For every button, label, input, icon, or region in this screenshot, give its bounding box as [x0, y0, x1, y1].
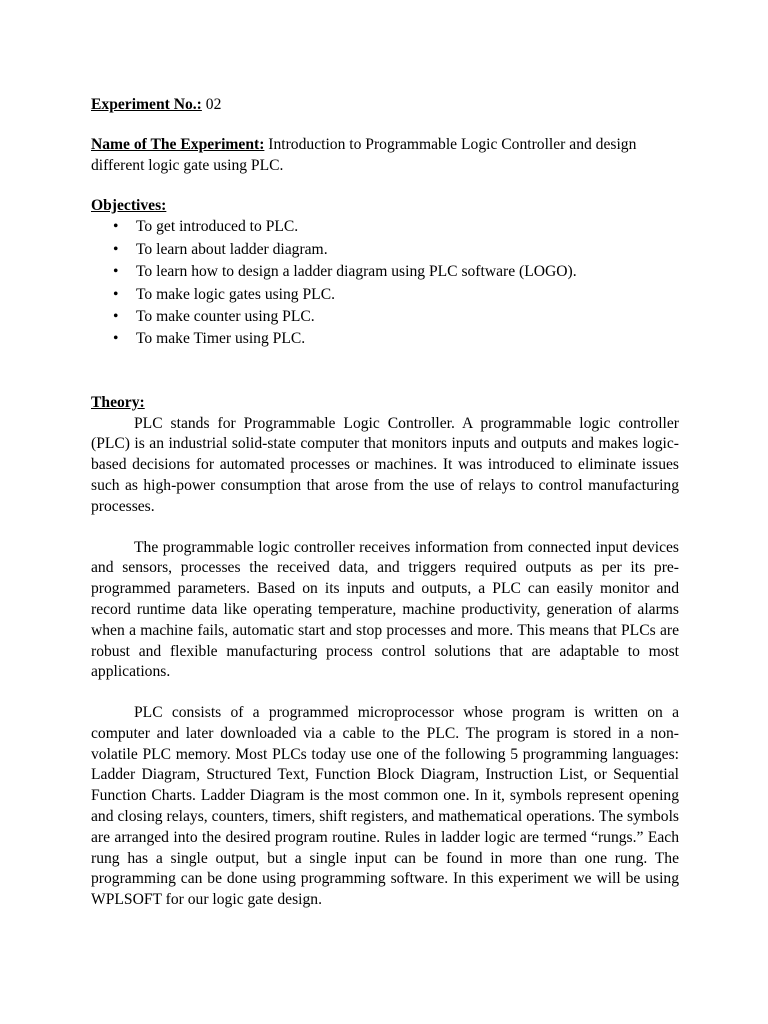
bullet-icon: •: [113, 307, 119, 325]
objective-text: To learn about ladder diagram.: [136, 240, 328, 258]
objective-text: To make logic gates using PLC.: [136, 285, 336, 303]
theory-label: Theory:: [91, 393, 145, 411]
objectives-label: Objectives:: [91, 196, 167, 214]
list-item: [91, 328, 679, 350]
theory-heading: [91, 393, 679, 414]
experiment-name-block: [91, 135, 679, 177]
objective-text: To get introduced to PLC.: [136, 218, 299, 236]
objective-text: To make Timer using PLC.: [136, 330, 306, 348]
theory-paragraph-1: PLC stands for Programmable Logic Controller. A programmable logic controller (PLC) is an industrial solid-state computer that monitors inputs and outputs and makes logic-based decisions for automated processes or machines. It was introduced to eliminate issues such as high-power consumption that arose from the use of relays to control manufacturing processes.: [91, 414, 679, 515]
theory-paragraph-3: PLC consists of a programmed microprocessor whose program is written on a computer and later downloaded via a cable to the PLC. The program is stored in a non-volatile PLC memory. Most PLCs today use one of the following 5 programming languages: Ladder Diagram, Structured Text, Function Block Diagram, Instruction List, or Sequential Function Charts. Ladder Diagram is the most common one. In it, symbols represent opening and closing relays, counters, timers, shift registers, and mathematical operations. The symbols are arranged into the desired program routine. Rules in ladder logic are termed “rungs.” Each rung has a single output, but a single input can be found in more than one rung. The programming can be done using programming software. In this experiment we will be using WPLSOFT for our logic gate design.: [91, 704, 679, 909]
experiment-number-label: Experiment No.:: [91, 96, 202, 113]
experiment-number-value: 02: [201, 96, 222, 113]
theory-body: [91, 414, 679, 912]
objectives-list: [91, 216, 679, 350]
objectives-heading: [91, 196, 679, 217]
theory-paragraph-2: The programmable logic controller receives information from connected input devices and sensors, processes the received data, and triggers required outputs as per its pre-programmed parameters. Based on its inputs and outputs, a PLC can easily monitor and record runtime data like operating temperature, machine productivity, generation of alarms when a machine fails, automatic start and stop processes and more. This means that PLCs are robust and flexible manufacturing process control solutions that are adaptable to most applications.: [91, 538, 679, 681]
list-item: [91, 306, 679, 328]
experiment-name-label: Name of The Experiment:: [91, 136, 265, 153]
list-item: [91, 216, 679, 238]
bullet-icon: •: [113, 240, 119, 258]
list-item: [91, 284, 679, 306]
bullet-icon: •: [113, 263, 119, 281]
list-item: [91, 261, 679, 283]
document-page: [91, 95, 679, 911]
experiment-name-text: Introduction to Programmable Logic Controller and design different logic gate using PLC.: [91, 136, 637, 174]
objective-text: To learn how to design a ladder diagram using PLC software (LOGO).: [136, 263, 577, 281]
objectives-section: [91, 196, 679, 351]
bullet-icon: •: [113, 218, 119, 236]
bullet-icon: •: [113, 285, 119, 303]
bullet-icon: •: [113, 330, 119, 348]
experiment-number-line: [91, 95, 679, 116]
objective-text: To make counter using PLC.: [136, 307, 315, 325]
list-item: [91, 239, 679, 261]
